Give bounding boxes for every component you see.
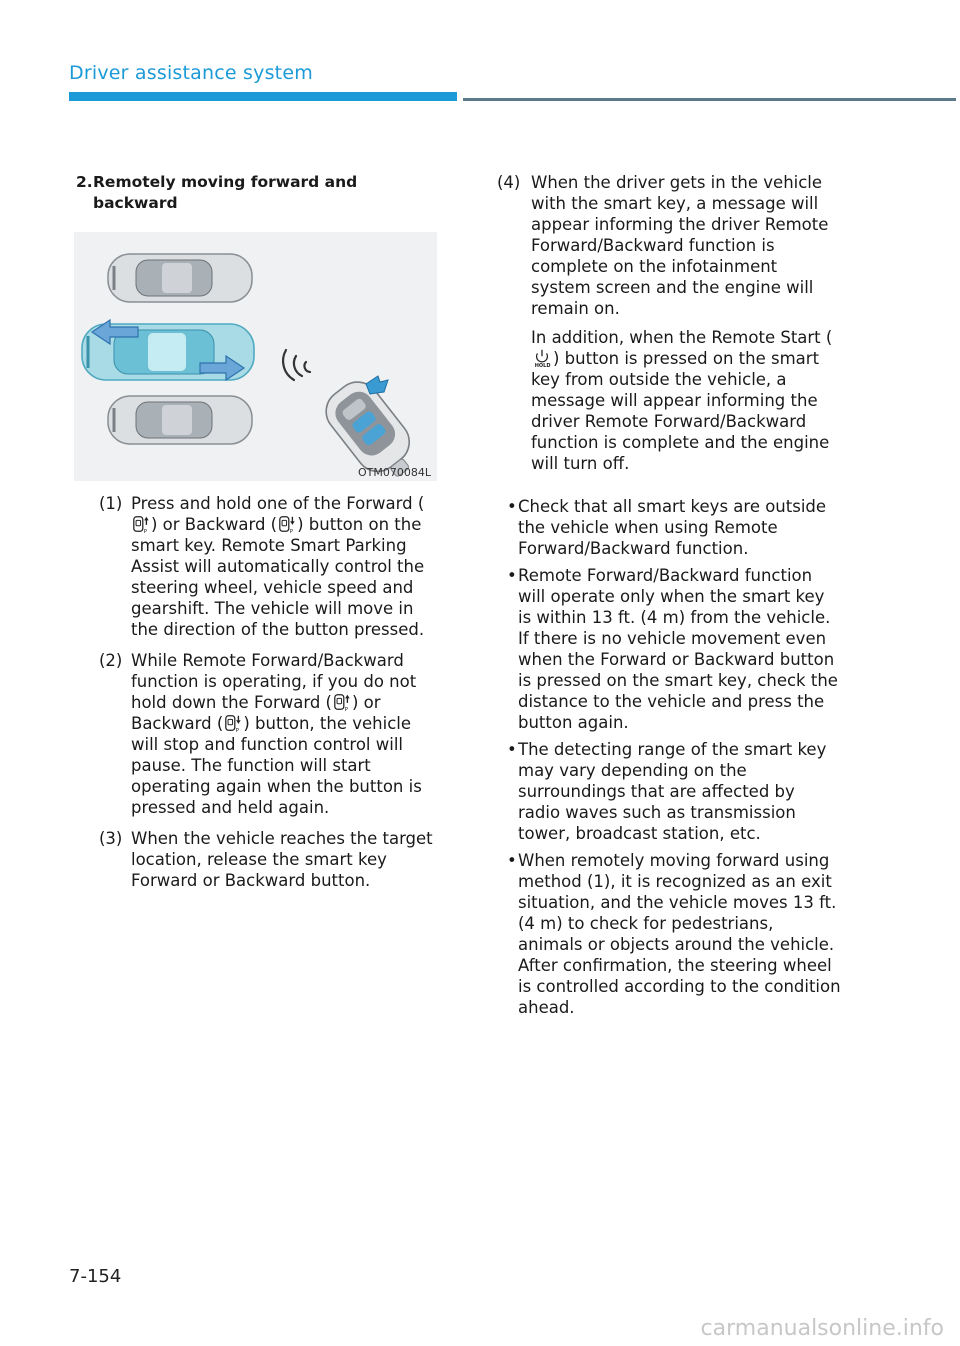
step-number: (1) (99, 494, 123, 513)
section-title: Remotely moving forward and backward (93, 173, 358, 212)
page-number: 7-154 (69, 1266, 122, 1287)
note-item (497, 739, 842, 844)
step-number: (4) (497, 173, 521, 192)
car-forward-icon (333, 692, 351, 712)
step-list-left (76, 493, 440, 891)
step-item (497, 172, 842, 474)
step-item (76, 650, 440, 818)
bullet-marker: • (507, 566, 517, 585)
illustration-graphic (74, 232, 437, 481)
step-text (531, 172, 842, 474)
note-text: Remote Forward/Backward function will operate only when the smart key is within 13 ft. (4 m) from the vehicle. If there is no vehicle movement even when the Forward or Backward button is pressed on the smart key, check the distance to the vehicle and press the button again. (518, 566, 838, 732)
step-number: (3) (99, 829, 123, 848)
note-item (497, 850, 842, 1018)
note-item (497, 496, 842, 559)
running-header: Driver assistance system (69, 62, 313, 84)
step-text: While Remote Forward/Backward function is operating, if you do not hold down the Forward ( ) or Backward ( ) button, the vehicle will stop and function control will pause. The function will start operating again when the button is pressed and held again. (131, 651, 422, 817)
finger-press-arrow (366, 376, 388, 394)
left-column (76, 172, 440, 901)
remote-start-hold-icon (532, 348, 552, 368)
bullet-marker: • (507, 740, 517, 759)
notes-list (497, 496, 842, 1018)
step-paragraph: In addition, when the Remote Start () button is pressed on the smart key from outside the vehicle, a message will appear informing the driver Remote Forward/Backward function is complete and the engine will turn off. (531, 328, 833, 473)
step-paragraph: When the driver gets in the vehicle with the smart key, a message will appear informing the driver Remote Forward/Backward function is complete on the infotainment system screen and the engine will remain on. (531, 173, 829, 318)
parked-car-bottom (108, 396, 252, 444)
signal-waves-icon (283, 350, 310, 380)
header-rule-accent (69, 92, 457, 101)
step-text: When the vehicle reaches the target location, release the smart key Forward or Backward button. (131, 829, 433, 890)
header-rule (463, 98, 956, 101)
step-number: (2) (99, 651, 123, 670)
remote-parking-illustration (74, 232, 437, 481)
step-item (76, 828, 440, 891)
note-text: The detecting range of the smart key may vary depending on the surroundings that are affected by radio waves such as transmission tower, broadcast station, etc. (518, 740, 827, 843)
figure-code: OTM070084L (358, 466, 431, 479)
car-forward-icon (132, 514, 150, 534)
bullet-marker: • (507, 497, 517, 516)
watermark: carmanualsonline.info (700, 1316, 944, 1341)
note-text: When remotely moving forward using method (1), it is recognized as an exit situation, and the vehicle moves 13 ft. (4 m) to check for pedestrians, animals or objects around the vehicle. After confirmation, the steering wheel is controlled according to the condition ahead. (518, 851, 841, 1017)
car-backward-icon (278, 514, 296, 534)
step-item (76, 493, 440, 640)
section-number: 2. (76, 173, 93, 191)
bullet-marker: • (507, 851, 517, 870)
step-text: Press and hold one of the Forward () or Backward ( ) button on the smart key. Remote Smart Parking Assist will automatically control the steering wheel, vehicle speed and gearshift. The vehicle will move in the direction of the button pressed. (131, 494, 425, 639)
right-column (497, 172, 842, 1024)
note-item (497, 565, 842, 733)
section-heading (76, 172, 440, 214)
parked-car-top (108, 254, 252, 302)
note-text: Check that all smart keys are outside the vehicle when using Remote Forward/Backward function. (518, 497, 827, 558)
car-backward-icon (224, 713, 242, 733)
